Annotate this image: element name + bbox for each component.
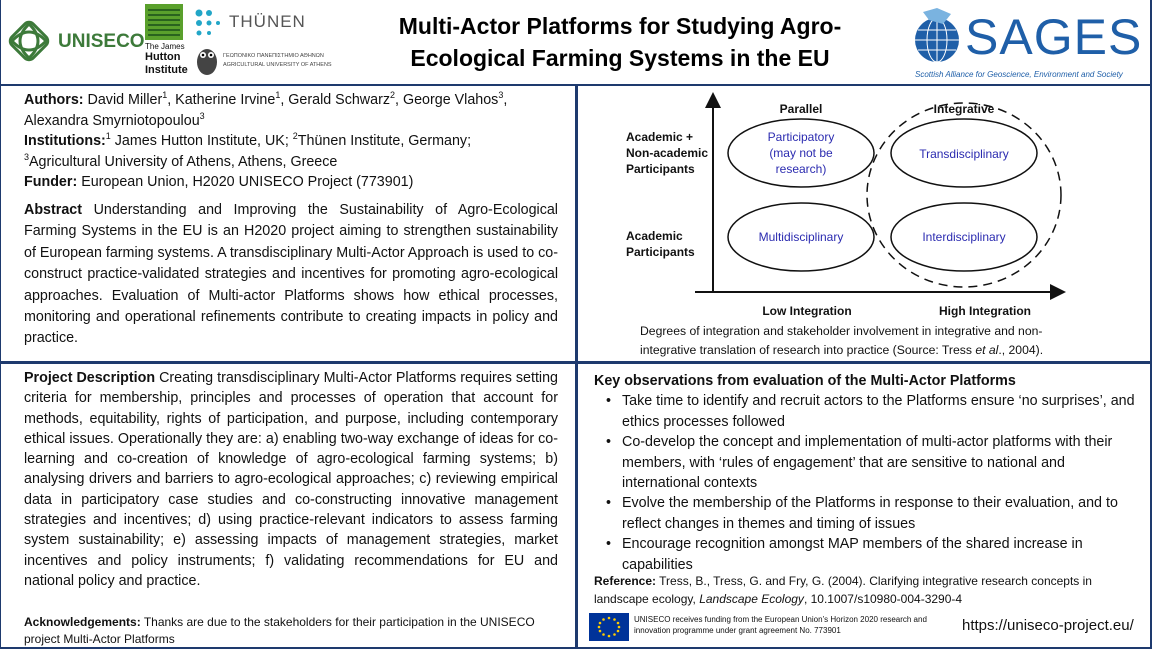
abstract-text: Understanding and Improving the Sustainability of Agro-Ecological Farming Systems in the EU is an H2020 project aiming to strengthen sustainability of European farming systems. A transdisciplinary Multi-Actor Approach is used to co-construct practice-validated strategies and incentives for promoting agro-ecological approaches. Evaluation of Multi-actor Platforms shows how ethical processes, monitoring and operational refinements contribute to creating impacts in policy and practice. (24, 202, 558, 347)
authors-block (24, 90, 558, 193)
observation-item: • Take time to identify and recruit actors to the Platforms ensure ‘no surprises’, and ethics processes followed (610, 391, 1139, 432)
hutton-logo-line2: Hutton (145, 51, 181, 63)
left-border (0, 0, 1, 649)
funder-line (24, 172, 558, 193)
thuenen-dots-icon (194, 8, 224, 38)
observations-block (594, 371, 1139, 575)
observation-item: • Encourage recognition amongst MAP members of the shared increase in capabilities (610, 534, 1139, 575)
sages-globe-icon (913, 8, 961, 68)
project-description-block (24, 368, 558, 591)
thuenen-logo: THÜNEN (229, 12, 306, 31)
reference-label: Reference: (594, 574, 657, 588)
reference-block (594, 572, 1139, 608)
affil-sup: 3 (199, 110, 205, 121)
abstract-label: Abstract (24, 202, 82, 218)
row-bottom-label-1: Academic (626, 229, 683, 243)
author-vlahos: , George Vlahos (395, 92, 499, 108)
cell-interdisciplinary: Interdisciplinary (922, 230, 1006, 244)
athens-logo-line2: AGRICULTURAL UNIVERSITY OF ATHENS (223, 62, 332, 68)
uniseco-knot-icon (4, 18, 54, 66)
poster-title (360, 10, 880, 74)
funder-label: Funder: (24, 174, 78, 191)
institution-hutton: James Hutton Institute, UK; (110, 133, 293, 150)
hutton-logo-icon (145, 4, 183, 40)
affil-sup: 1 (275, 90, 281, 101)
acknowledgements-label: Acknowledgements: (24, 615, 141, 629)
authors-label: Authors: (24, 92, 84, 108)
sages-tagline: Scottish Alliance for Geoscience, Environment and Society (915, 70, 1123, 79)
reference-text: Tress, B., Tress, G. and Fry, G. (2004). Clarifying integrative research concepts in landscape ecology, (594, 574, 1092, 606)
hutton-logo-line1: The James (145, 42, 185, 51)
caption-text: Degrees of integration and stakeholder involvement in integrative and non-integrative translation of research into practice (Source: Tress (640, 324, 1043, 357)
athens-logo-line1: ΓΕΩΠΟΝΙΚΟ ΠΑΝΕΠΙΣΤΗΜΙΟ ΑΘΗΝΩΝ (223, 53, 324, 59)
eu-flag-icon (589, 613, 629, 641)
cell-participatory-2: (may not be (769, 146, 833, 160)
authors-line2 (24, 111, 558, 132)
uniseco-logo: UNISECO (58, 31, 145, 52)
affil-sup: 2 (390, 90, 396, 101)
axis-high-label: High Integration (939, 304, 1031, 318)
integration-diagram (600, 92, 1090, 322)
affil-sup: 3 (24, 152, 30, 163)
author-schwarz: , Gerald Schwarz (280, 92, 390, 108)
col-integrative-label: Integrative (933, 102, 995, 116)
poster-title-line2: Ecological Farming Systems in the EU (410, 45, 830, 71)
observation-item: • Evolve the membership of the Platforms in response to their evaluation, and to reflect changes in themes and timing of issues (610, 493, 1139, 534)
authors-line (24, 90, 558, 111)
project-description-text: Creating transdisciplinary Multi-Actor Platforms requires setting criteria for membership, principles and processes of operation that account for methods, equitability, rights of participation, and purpose, including contemporary ethical issues. Operationally they are: a) enabling two-way exchange of ideas for co-learning and co-creation of knowledge of agro-ecological farming systems; b) analysing drivers and barriers to agro-ecological approaches; c) reviewing empirical data in participatory case studies and co-constructing innovative management strategies and incentives; d) using practice-relevant indicators to assess farming system sustainability; e) assessing impacts of management strategies, market incentives and policy instruments; f) validating recommendations for EU and national policy and practice. (24, 370, 559, 589)
eu-funding-notice: UNISECO receives funding from the European Union’s Horizon 2020 research and innovation programme under grant agreement No. 773901 (634, 615, 927, 635)
project-url-link[interactable]: https://uniseco-project.eu/ (962, 617, 1134, 634)
institutions-label: Institutions: (24, 133, 106, 150)
affil-sup: 3 (498, 90, 504, 101)
row-top-label-1: Academic + (626, 130, 694, 144)
row-top-label-3: Participants (626, 162, 695, 176)
author-miller: David Miller (83, 92, 163, 108)
institution-athens: Agricultural University of Athens, Athens, Greece (29, 153, 338, 170)
hutton-logo-line3: Institute (145, 64, 188, 76)
author-comma: , (503, 92, 508, 108)
affil-sup: 2 (292, 131, 298, 142)
poster-header (0, 0, 1152, 84)
institution-thuenen: Thünen Institute, Germany; (297, 133, 472, 150)
affil-sup: 1 (105, 131, 111, 142)
author-irvine: , Katherine Irvine (167, 92, 276, 108)
athens-owl-icon (194, 42, 220, 76)
col-parallel-label: Parallel (779, 102, 823, 116)
acknowledgements-text: Thanks are due to the stakeholders for their participation in the UNISECO project Multi-Actor Platforms (24, 615, 535, 646)
cell-multidisciplinary: Multidisciplinary (758, 230, 844, 244)
affil-sup: 1 (162, 90, 168, 101)
abstract-block (24, 200, 558, 350)
diagram-caption (640, 322, 1080, 360)
institutions-line (24, 131, 558, 152)
axis-low-label: Low Integration (762, 304, 852, 318)
row-bottom-label-2: Participants (626, 245, 695, 259)
project-description-label: Project Description (24, 370, 156, 386)
reference-doi: , 10.1007/s10980-004-3290-4 (803, 592, 963, 606)
poster-title-line1: Multi-Actor Platforms for Studying Agro- (398, 13, 842, 39)
observation-item: • Co-develop the concept and implementation of multi-actor platforms with their members, with ‘rules of engagement’ that are sensitive to national and international contexts (610, 432, 1139, 493)
caption-etal: et al (975, 343, 999, 357)
author-smyrniotopoulou: Alexandra Smyrniotopoulou (24, 112, 200, 129)
cell-transdisciplinary: Transdisciplinary (919, 147, 1009, 161)
cell-participatory-3: research) (775, 162, 827, 176)
institutions-line2 (24, 152, 558, 173)
sages-logo: SAGES (965, 9, 1143, 65)
acknowledgements-block (24, 614, 558, 648)
reference-journal: Landscape Ecology (699, 592, 804, 606)
integrative-dashed-ellipse (867, 103, 1061, 287)
caption-year: ., 2004). (998, 343, 1044, 357)
observations-heading: Key observations from evaluation of the Multi-Actor Platforms (594, 373, 1016, 389)
funder-text: European Union, H2020 UNISECO Project (773901) (77, 174, 414, 191)
column-divider (575, 84, 578, 649)
cell-participatory-1: Participatory (767, 130, 835, 144)
observations-list (594, 391, 1139, 575)
row-top-label-2: Non-academic (626, 146, 709, 160)
